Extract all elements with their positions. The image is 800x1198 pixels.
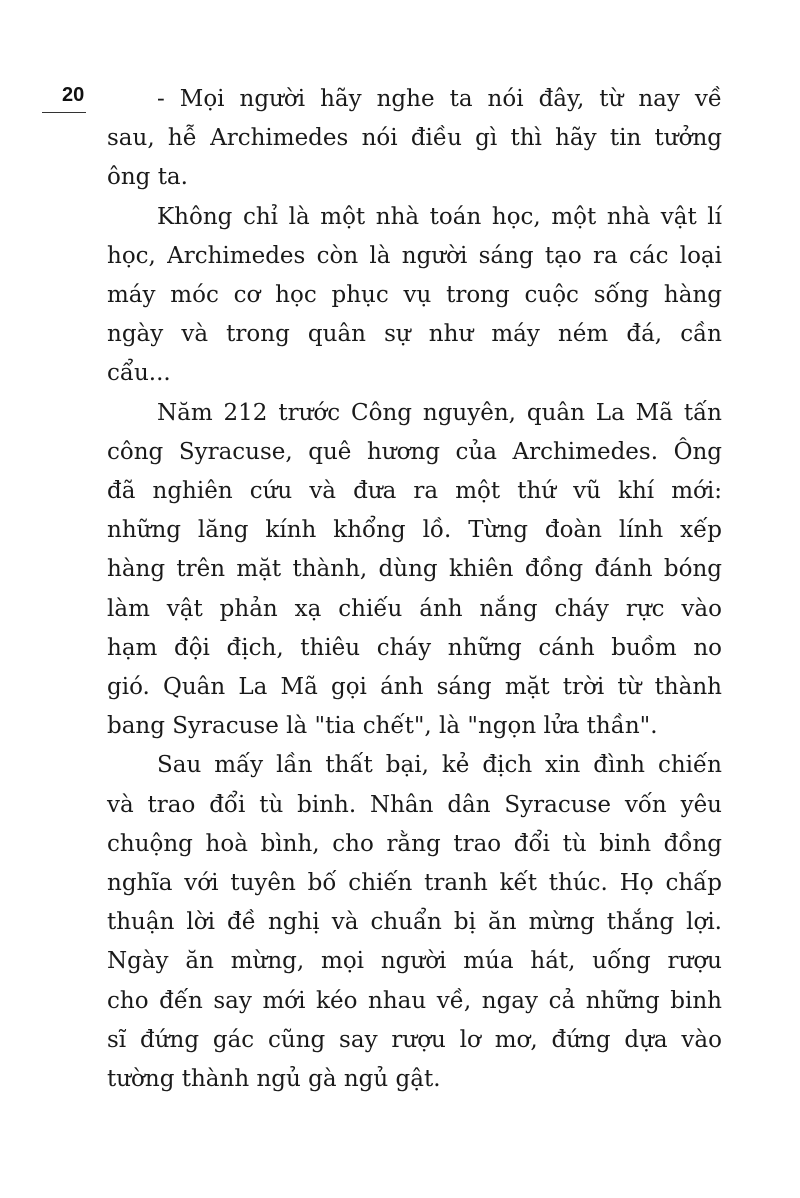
text-line: làm vật phản xạ chiếu ánh nắng cháy rực vào [107,595,722,622]
text-line: những lăng kính khổng lồ. Từng đoàn lính xếp [107,517,722,544]
text-line: hạm đội địch, thiêu cháy những cánh buồm no [107,634,722,661]
text-line: nghĩa với tuyên bố chiến tranh kết thúc. Họ chấp [107,870,722,897]
paragraph-truce [107,746,722,1099]
text-line: gió. Quân La Mã gọi ánh sáng mặt trời từ thành [107,674,722,701]
text-line: hàng trên mặt thành, dùng khiên đồng đánh bóng [107,556,722,583]
text-line: học, Archimedes còn là người sáng tạo ra các loại [107,242,722,269]
text-line: và trao đổi tù binh. Nhân dân Syracuse vốn yêu [107,791,722,818]
text-line: Sau mấy lần thất bại, kẻ địch xin đình chiến [157,752,722,779]
text-line: cẩu... [107,360,171,387]
text-line: chuộng hoà bình, cho rằng trao đổi tù binh đồng [107,830,722,857]
paragraph-inventions [107,198,722,394]
text-line: đã nghiên cứu và đưa ra một thứ vũ khí mới: [107,478,722,505]
text-line: tường thành ngủ gà ngủ gật. [107,1066,441,1093]
text-line: máy móc cơ học phục vụ trong cuộc sống hàng [107,282,722,309]
text-line: thuận lời đề nghị và chuẩn bị ăn mừng thắng lợi. [107,909,722,936]
text-line: Ngày ăn mừng, mọi người múa hát, uống rượu [107,948,722,975]
text-line: ông ta. [107,164,188,191]
text-line: cho đến say mới kéo nhau về, ngay cả những binh [107,987,722,1014]
text-line: sĩ đứng gác cũng say rượu lơ mơ, đứng dựa vào [107,1026,722,1053]
text-line: sau, hễ Archimedes nói điều gì thì hãy tin tưởng [107,125,722,152]
text-line: công Syracuse, quê hương của Archimedes. Ông [107,438,722,465]
page-body-text [107,80,722,1099]
page-number-rule [42,112,86,113]
text-line: Không chỉ là một nhà toán học, một nhà vật lí [157,203,722,230]
text-line: - Mọi người hãy nghe ta nói đây, từ nay về [157,86,722,112]
text-line: bang Syracuse là "tia chết", là "ngọn lửa thần". [107,713,658,740]
text-line: Năm 212 trước Công nguyên, quân La Mã tấn [157,399,722,426]
page-number: 20 [62,84,85,106]
paragraph-syracuse-siege [107,394,722,747]
text-line: ngày và trong quân sự như máy ném đá, cần [107,321,722,348]
paragraph-dialogue [107,80,722,198]
